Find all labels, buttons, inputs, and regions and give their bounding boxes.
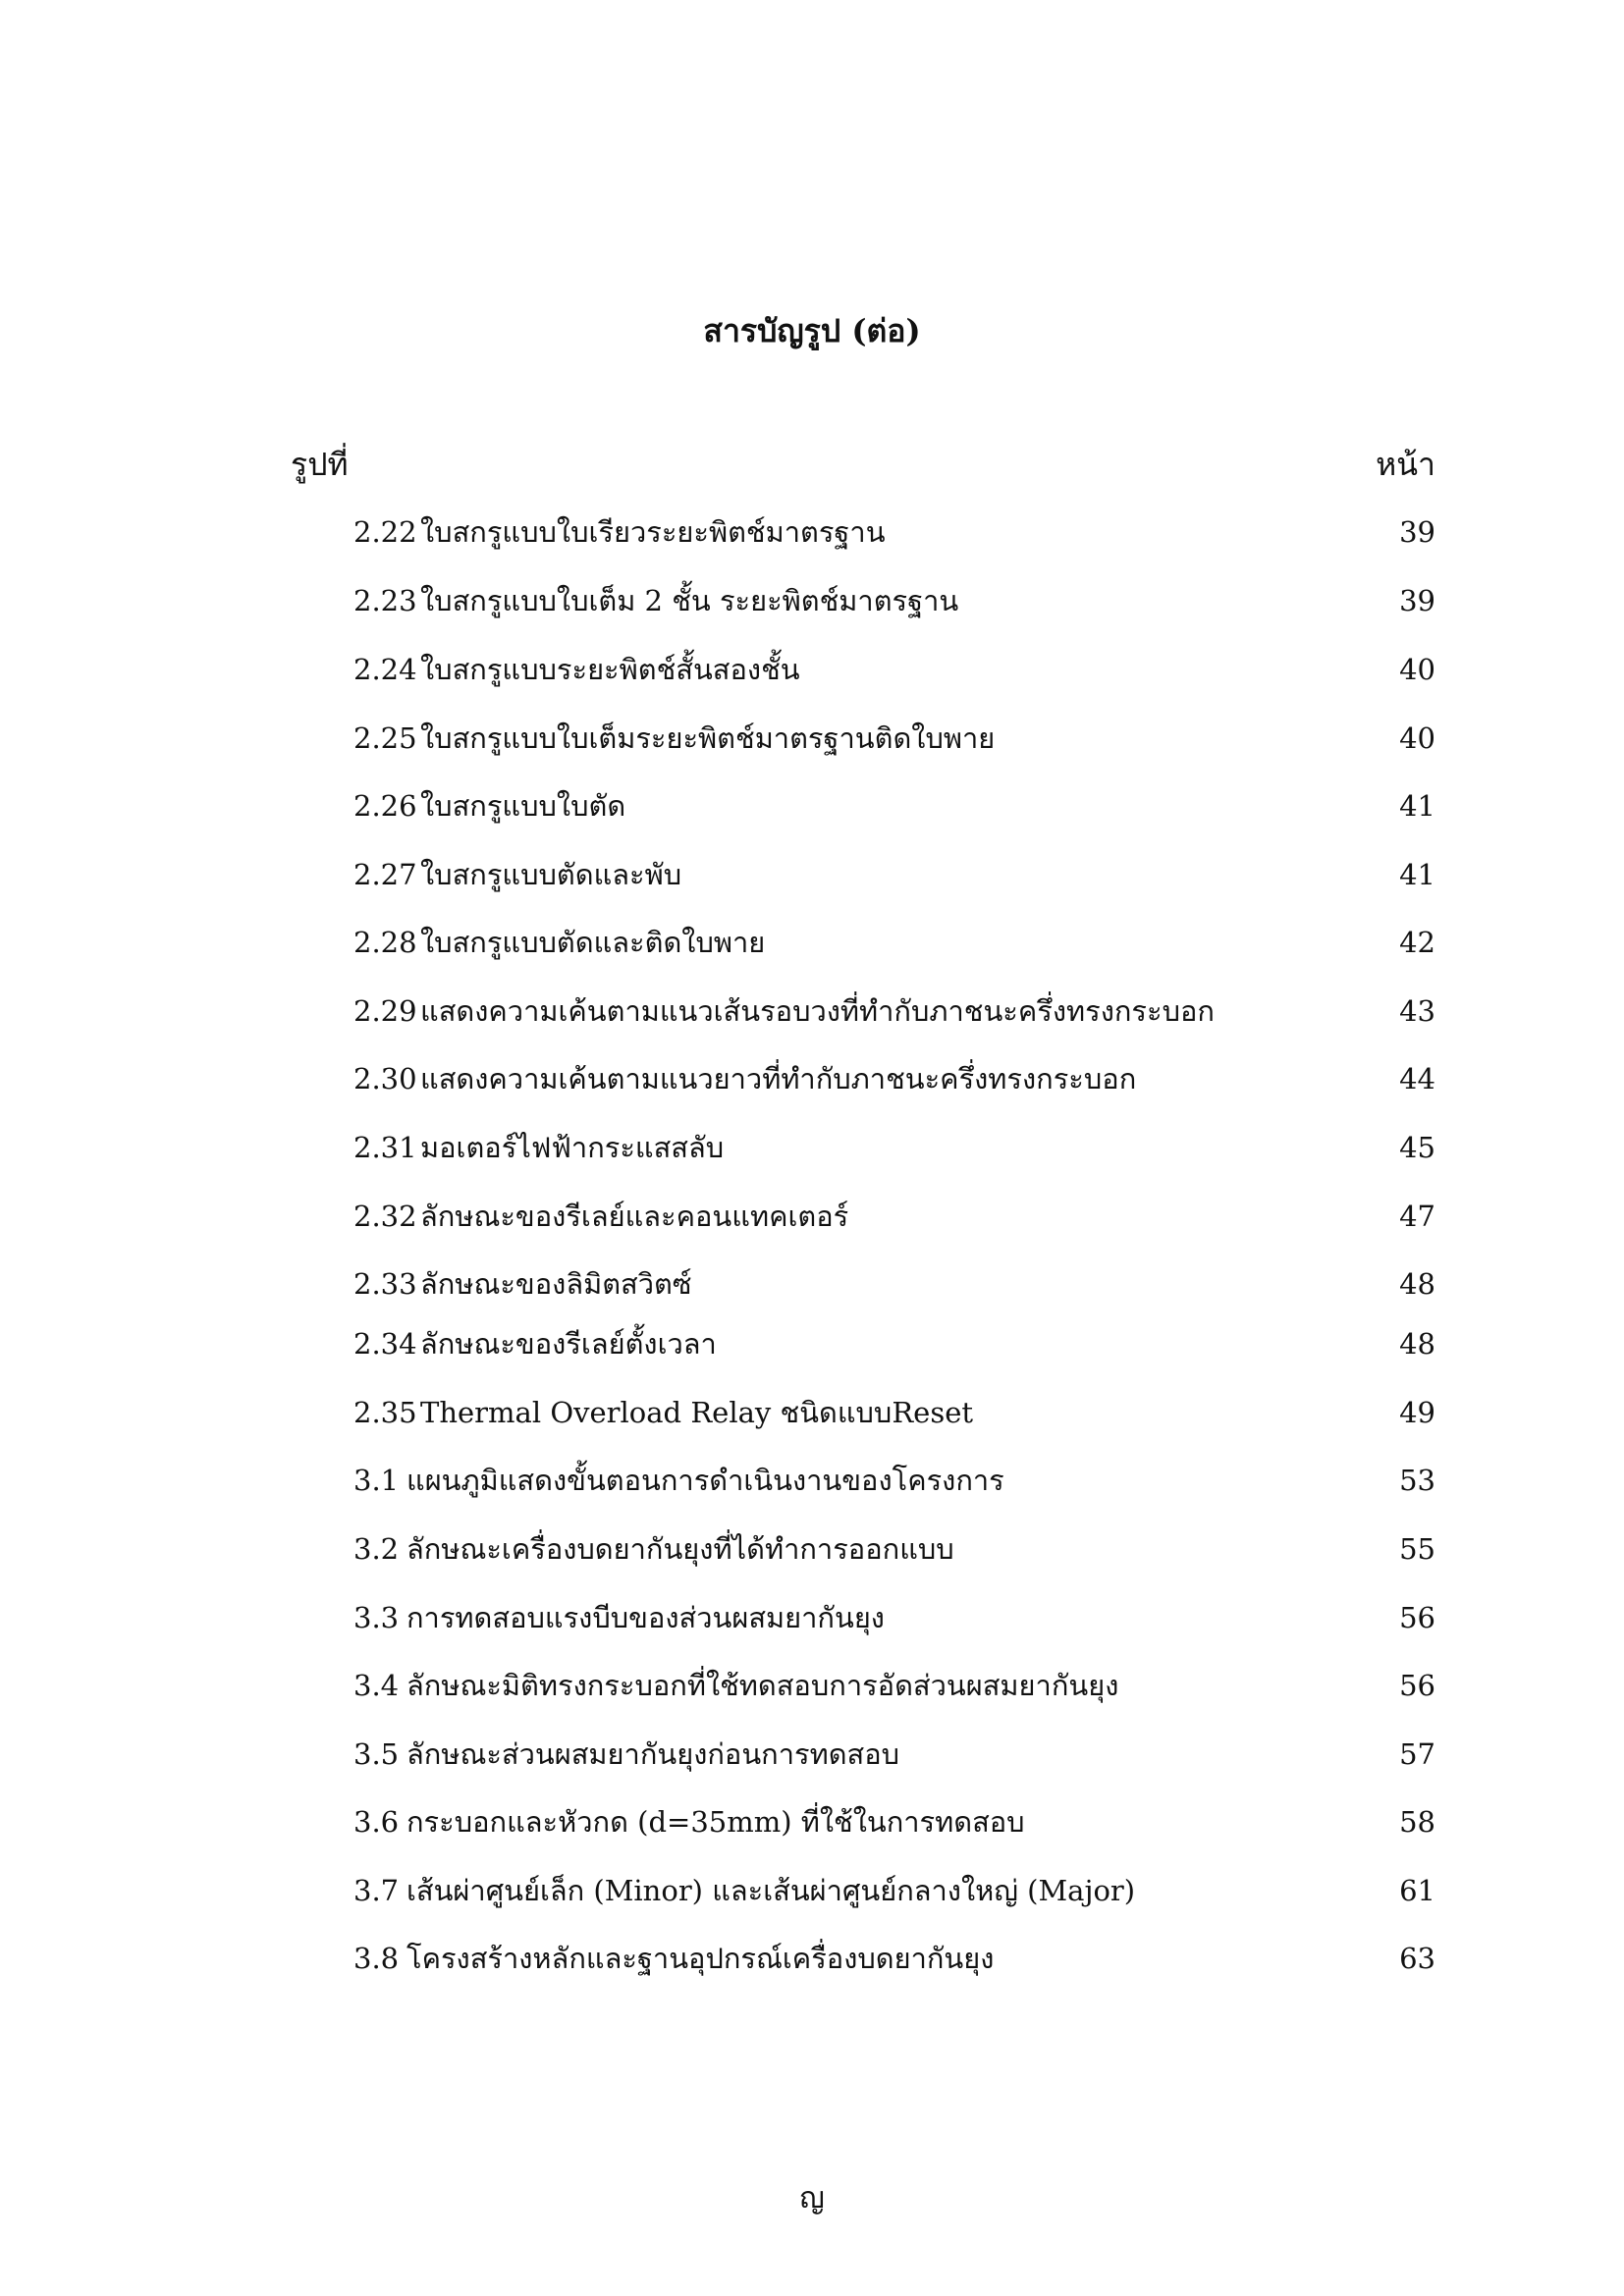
figure-page: 56 [1399,1669,1435,1702]
list-item[interactable] [353,1322,1435,1365]
figure-caption: ใบสกรูแบบใบเต็มระยะพิตช์มาตรฐานติดใบพาย [420,721,996,755]
figure-page: 42 [1399,926,1435,959]
figure-page: 61 [1399,1874,1435,1907]
figure-caption: ลักษณะมิติทรงกระบอกที่ใช้ทดสอบการอัดส่วนผสมยากันยุง [406,1669,1119,1702]
figure-page: 57 [1399,1737,1435,1771]
figure-caption: ลักษณะของรีเลย์และคอนแทคเตอร์ [420,1200,849,1233]
figure-number: 3.2 [353,1532,400,1566]
figure-number: 2.22 [353,515,417,549]
figure-page: 48 [1399,1267,1435,1301]
figure-page: 39 [1399,584,1435,617]
list-item[interactable] [353,853,1435,896]
figure-caption: ใบสกรูแบบระยะพิตช์สั้นสองชั้น [420,653,800,686]
figure-number: 2.24 [353,653,417,686]
figure-page: 48 [1399,1327,1435,1361]
figure-caption: เส้นผ่าศูนย์เล็ก (Minor) และเส้นผ่าศูนย์กลางใหญ่ (Major) [406,1874,1136,1907]
list-item[interactable] [353,579,1435,622]
list-item[interactable] [353,1937,1435,1980]
figure-number: 2.28 [353,926,417,959]
figure-caption: ใบสกรูแบบใบตัด [420,789,626,823]
figure-number: 3.6 [353,1805,400,1839]
list-item[interactable] [353,989,1435,1033]
figure-caption: โครงสร้างหลักและฐานอุปกรณ์เครื่องบดยากันยุง [406,1942,995,1975]
list-item[interactable] [353,1527,1435,1571]
figure-column-header: รูปที่ [291,446,349,483]
figure-caption: ลักษณะเครื่องบดยากันยุงที่ได้ทำการออกแบบ [406,1532,954,1566]
figure-caption: แผนภูมิแสดงขั้นตอนการดำเนินงานของโครงการ [406,1464,1004,1497]
figure-page: 55 [1399,1532,1435,1566]
figure-number: 3.4 [353,1669,400,1702]
figure-page: 41 [1399,789,1435,823]
list-item[interactable] [353,1596,1435,1639]
figure-number: 2.23 [353,584,417,617]
figure-page: 41 [1399,858,1435,891]
list-item[interactable] [353,510,1435,554]
list-item[interactable] [353,921,1435,964]
figure-number: 2.26 [353,789,417,823]
figure-number: 2.32 [353,1200,417,1233]
figure-caption: ใบสกรูแบบตัดและติดใบพาย [420,926,766,959]
list-item[interactable] [353,1459,1435,1502]
figure-page: 40 [1399,721,1435,755]
figure-caption: ใบสกรูแบบตัดและพับ [420,858,682,891]
figure-page: 47 [1399,1200,1435,1233]
list-item[interactable] [353,1057,1435,1100]
list-item[interactable] [353,717,1435,760]
figure-page: 56 [1399,1601,1435,1634]
figure-page: 63 [1399,1942,1435,1975]
list-item[interactable] [353,1195,1435,1238]
figure-number: 2.30 [353,1062,417,1095]
figure-page: 58 [1399,1805,1435,1839]
figure-caption: กระบอกและหัวกด (d=35mm) ที่ใช้ในการทดสอบ [406,1805,1025,1839]
page-column-header: หน้า [1376,446,1435,483]
figure-caption: ลักษณะของรีเลย์ตั้งเวลา [420,1327,717,1361]
figure-number: 3.7 [353,1874,400,1907]
figure-caption: Thermal Overload Relay ชนิดแบบReset [420,1396,974,1429]
figure-caption: ลักษณะส่วนผสมยากันยุงก่อนการทดสอบ [406,1737,900,1771]
figure-list [353,0,1435,2296]
page-number: ญ [799,2181,825,2216]
figure-number: 2.27 [353,858,417,891]
list-item[interactable] [353,1126,1435,1169]
figure-caption: ใบสกรูแบบใบเรียวระยะพิตช์มาตรฐาน [420,515,886,549]
figure-number: 3.1 [353,1464,400,1497]
figure-number: 2.29 [353,994,417,1028]
figure-number: 2.33 [353,1267,417,1301]
figure-number: 2.34 [353,1327,417,1361]
list-item[interactable] [353,784,1435,828]
list-item[interactable] [353,648,1435,691]
figure-caption: ลักษณะของลิมิตสวิตซ์ [420,1267,692,1301]
figure-caption: แสดงความเค้นตามแนวยาวที่ทำกับภาชนะครึ่งทรงกระบอก [420,1062,1137,1095]
figure-caption: การทดสอบแรงบีบของส่วนผสมยากันยุง [406,1601,885,1634]
figure-number: 2.31 [353,1131,417,1164]
figure-number: 3.8 [353,1942,400,1975]
figure-number: 2.35 [353,1396,417,1429]
figure-number: 3.5 [353,1737,400,1771]
list-item[interactable] [353,1869,1435,1912]
list-item[interactable] [353,1733,1435,1776]
figure-page: 44 [1399,1062,1435,1095]
figure-page: 53 [1399,1464,1435,1497]
list-item[interactable] [353,1391,1435,1434]
figure-caption: มอเตอร์ไฟฟ้ากระแสสลับ [420,1131,725,1164]
figure-page: 39 [1399,515,1435,549]
list-item[interactable] [353,1262,1435,1306]
figure-page: 49 [1399,1396,1435,1429]
figure-number: 2.25 [353,721,417,755]
figure-caption: ใบสกรูแบบใบเต็ม 2 ชั้น ระยะพิตช์มาตรฐาน [420,584,959,617]
figure-page: 45 [1399,1131,1435,1164]
list-item[interactable] [353,1664,1435,1707]
figure-number: 3.3 [353,1601,400,1634]
figure-page: 43 [1399,994,1435,1028]
figure-page: 40 [1399,653,1435,686]
list-item[interactable] [353,1800,1435,1843]
figure-caption: แสดงความเค้นตามแนวเส้นรอบวงที่ทำกับภาชนะครึ่งทรงกระบอก [420,994,1215,1028]
page-title: สารบัญรูป (ต่อ) [703,312,921,349]
